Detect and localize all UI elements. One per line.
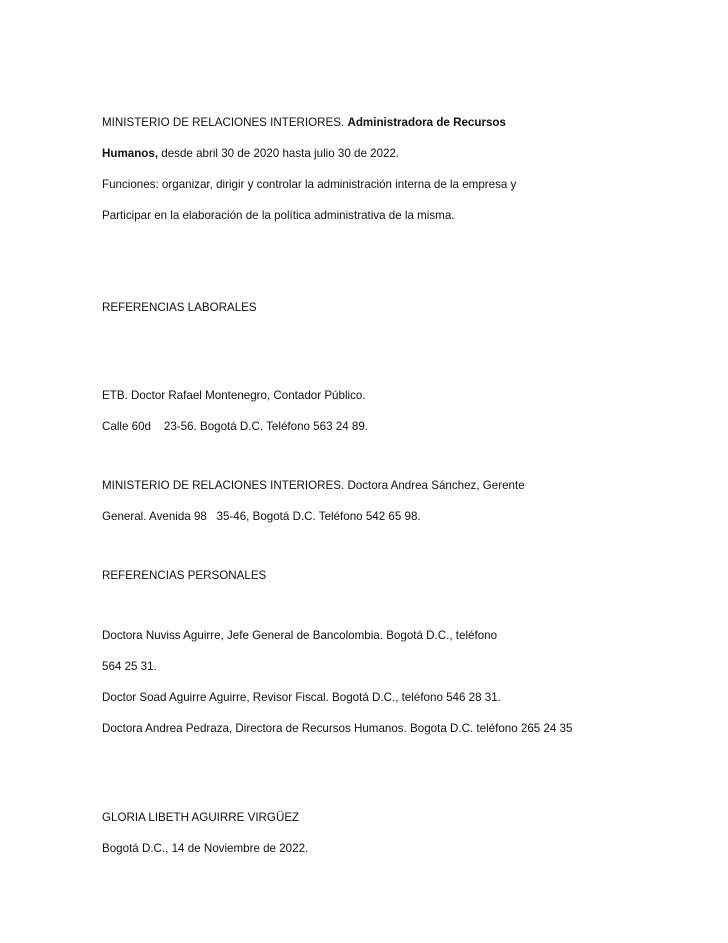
personal-reference-1-line-1: Doctora Nuviss Aguirre, Jefe General de Bancolombia. Bogotá D.C., teléfono <box>102 629 498 642</box>
signature-place-date: Bogotá D.C., 14 de Noviembre de 2022. <box>102 842 309 855</box>
employment-period: desde abril 30 de 2020 hasta julio 30 de 2022. <box>161 147 400 160</box>
personal-reference-3: Doctora Andrea Pedraza, Directora de Recursos Humanos. Bogota D.C. teléfono 265 24 35 <box>102 722 573 735</box>
personal-reference-2: Doctor Soad Aguirre Aguirre, Revisor Fiscal. Bogotá D.C., teléfono 546 28 31. <box>102 691 501 704</box>
signature-name: GLORIA LIBETH AGUIRRE VIRGÜEZ <box>102 811 300 824</box>
personal-reference-1-line-2: 564 25 31. <box>102 660 157 673</box>
role-part-1: Administradora de Recursos <box>347 116 506 129</box>
functions-line-2: Participar en la elaboración de la política administrativa de la misma. <box>102 209 455 222</box>
work-reference-1-line-2: Calle 60d 23-56. Bogotá D.C. Teléfono 563 24 89. <box>102 420 368 433</box>
work-reference-2-line-2: General. Avenida 98 35-46, Bogotá D.C. Teléfono 542 65 98. <box>102 510 421 523</box>
employer: MINISTERIO DE RELACIONES INTERIORES. <box>102 116 345 129</box>
experience-line-2 <box>102 147 399 161</box>
role-part-2: Humanos, <box>102 147 159 160</box>
experience-line-1 <box>102 116 506 130</box>
functions-line-1: Funciones: organizar, dirigir y controlar la administración interna de la empresa y <box>102 178 517 191</box>
work-reference-2-line-1: MINISTERIO DE RELACIONES INTERIORES. Doctora Andrea Sánchez, Gerente <box>102 479 525 492</box>
work-reference-1-line-1: ETB. Doctor Rafael Montenegro, Contador Público. <box>102 389 366 402</box>
personal-references-heading: REFERENCIAS PERSONALES <box>102 569 267 582</box>
work-references-heading: REFERENCIAS LABORALES <box>102 301 257 314</box>
